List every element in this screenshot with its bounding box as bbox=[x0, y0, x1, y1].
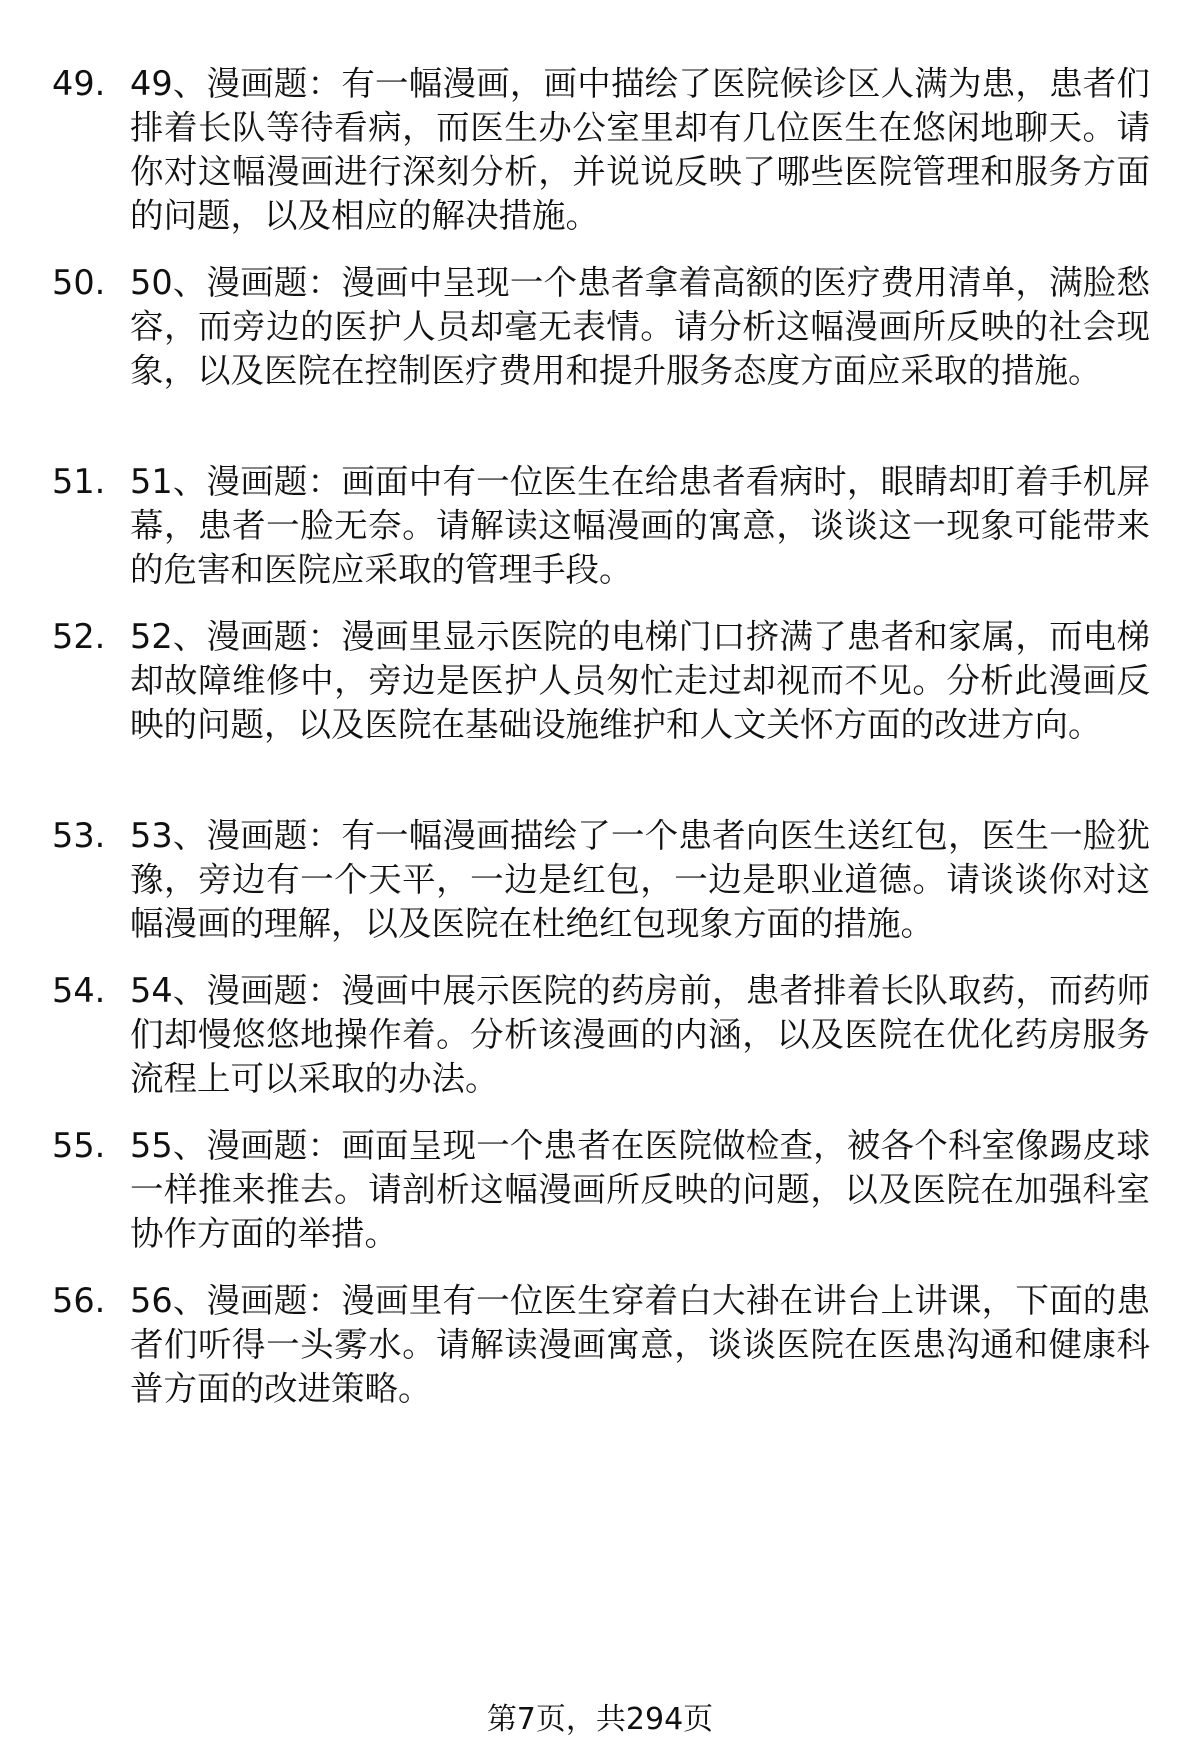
question-number: 50. bbox=[52, 263, 106, 302]
question-text: 56、漫画题：漫画里有一位医生穿着白大褂在讲台上讲课，下面的患者们听得一头雾水。请解读漫画寓意，谈谈医院在医患沟通和健康科普方面的改进策略。 bbox=[130, 1281, 1150, 1408]
page-footer: 第7页，共294页 bbox=[486, 1702, 714, 1737]
question-text: 50、漫画题：漫画中呈现一个患者拿着高额的医疗费用清单，满脸愁容，而旁边的医护人员却毫无表情。请分析这幅漫画所反映的社会现象，以及医院在控制医疗费用和提升服务态度方面应采取的措施。 bbox=[130, 263, 1150, 390]
question-text: 49、漫画题：有一幅漫画，画中描绘了医院候诊区人满为患，患者们排着长队等待看病，而医生办公室里却有几位医生在悠闲地聊天。请你对这幅漫画进行深刻分析，并说说反映了哪些医院管理和服务方面的问题，以及相应的解决措施。 bbox=[130, 64, 1150, 235]
question-item bbox=[0, 460, 1200, 615]
question-number: 56. bbox=[52, 1281, 106, 1320]
question-item bbox=[0, 969, 1200, 1124]
question-item bbox=[0, 261, 1200, 460]
question-number: 53. bbox=[52, 816, 106, 855]
question-number: 52. bbox=[52, 617, 106, 656]
question-item bbox=[0, 1279, 1200, 1434]
question-text: 54、漫画题：漫画中展示医院的药房前，患者排着长队取药，而药师们却慢悠悠地操作着。分析该漫画的内涵，以及医院在优化药房服务流程上可以采取的办法。 bbox=[130, 971, 1150, 1098]
question-text: 55、漫画题：画面呈现一个患者在医院做检查，被各个科室像踢皮球一样推来推去。请剖析这幅漫画所反映的问题，以及医院在加强科室协作方面的举措。 bbox=[130, 1126, 1150, 1253]
question-item bbox=[0, 615, 1200, 814]
question-item bbox=[0, 814, 1200, 969]
question-text: 52、漫画题：漫画里显示医院的电梯门口挤满了患者和家属，而电梯却故障维修中，旁边是医护人员匆忙走过却视而不见。分析此漫画反映的问题，以及医院在基础设施维护和人文关怀方面的改进方向。 bbox=[130, 617, 1150, 744]
question-number: 51. bbox=[52, 462, 106, 501]
question-list bbox=[0, 62, 1200, 1434]
question-item bbox=[0, 1124, 1200, 1279]
question-number: 54. bbox=[52, 971, 106, 1010]
question-number: 49. bbox=[52, 64, 106, 103]
question-item bbox=[0, 62, 1200, 261]
question-text: 51、漫画题：画面中有一位医生在给患者看病时，眼睛却盯着手机屏幕，患者一脸无奈。请解读这幅漫画的寓意，谈谈这一现象可能带来的危害和医院应采取的管理手段。 bbox=[130, 462, 1150, 589]
question-text: 53、漫画题：有一幅漫画描绘了一个患者向医生送红包，医生一脸犹豫，旁边有一个天平，一边是红包，一边是职业道德。请谈谈你对这幅漫画的理解，以及医院在杜绝红包现象方面的措施。 bbox=[130, 816, 1150, 943]
question-number: 55. bbox=[52, 1126, 106, 1165]
